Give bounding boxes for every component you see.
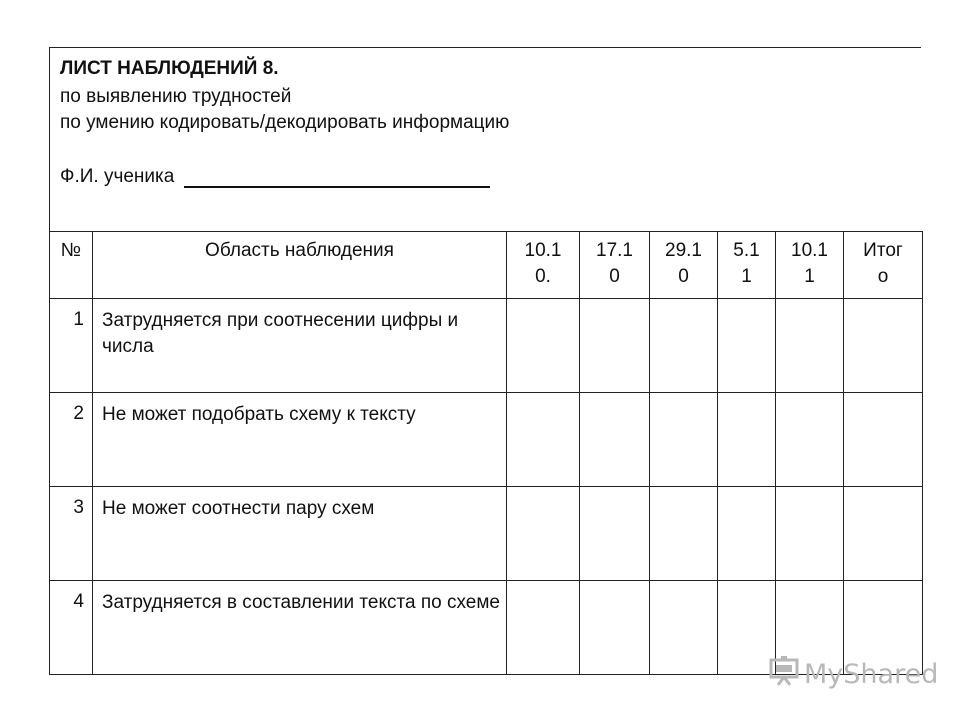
date-cell bbox=[776, 393, 844, 487]
total-cell bbox=[844, 393, 923, 487]
header-date: 10.1 1 bbox=[776, 232, 844, 299]
row-number: 4 bbox=[50, 581, 93, 675]
header-date: 10.1 0. bbox=[507, 232, 580, 299]
table-header-row bbox=[50, 232, 923, 299]
date-cell bbox=[718, 487, 776, 581]
date-cell bbox=[776, 487, 844, 581]
date-cell bbox=[580, 487, 650, 581]
table-row bbox=[50, 393, 923, 487]
row-number: 2 bbox=[50, 393, 93, 487]
student-name-blank-line bbox=[184, 168, 490, 188]
student-name-row bbox=[60, 166, 490, 188]
row-observation-text: Не может соотнести пару схем bbox=[93, 487, 507, 581]
date-cell bbox=[718, 581, 776, 675]
header-observation-area: Область наблюдения bbox=[93, 232, 507, 299]
total-cell bbox=[844, 299, 923, 393]
date-cell bbox=[718, 299, 776, 393]
student-label: Ф.И. ученика bbox=[60, 166, 175, 187]
header-date: 17.1 0 bbox=[580, 232, 650, 299]
watermark-text: MyShared bbox=[804, 659, 939, 690]
date-cell bbox=[507, 393, 580, 487]
header-date: 5.1 1 bbox=[718, 232, 776, 299]
watermark bbox=[768, 656, 938, 693]
sheet-title: ЛИСТ НАБЛЮДЕНИЙ 8. bbox=[60, 58, 279, 79]
date-cell bbox=[507, 487, 580, 581]
header-number: № bbox=[50, 232, 93, 299]
row-number: 1 bbox=[50, 299, 93, 393]
header-date: 29.1 0 bbox=[650, 232, 718, 299]
date-cell bbox=[776, 299, 844, 393]
date-cell bbox=[650, 299, 718, 393]
date-cell bbox=[650, 581, 718, 675]
date-cell bbox=[580, 581, 650, 675]
row-number: 3 bbox=[50, 487, 93, 581]
table-row bbox=[50, 299, 923, 393]
observation-sheet bbox=[49, 47, 921, 673]
row-observation-text: Затрудняется при соотнесении цифры и числа bbox=[93, 299, 507, 393]
date-cell bbox=[507, 581, 580, 675]
date-cell bbox=[650, 487, 718, 581]
date-cell bbox=[650, 393, 718, 487]
row-observation-text: Не может подобрать схему к тексту bbox=[93, 393, 507, 487]
total-cell bbox=[844, 487, 923, 581]
presentation-icon bbox=[768, 656, 804, 693]
table-row bbox=[50, 487, 923, 581]
sheet-subtitle-line2: по умению кодировать/декодировать информацию bbox=[60, 112, 510, 133]
header-total: Итог о bbox=[844, 232, 923, 299]
date-cell bbox=[507, 299, 580, 393]
date-cell bbox=[580, 393, 650, 487]
sheet-subtitle-line1: по выявлению трудностей bbox=[60, 86, 292, 107]
row-observation-text: Затрудняется в составлении текста по схеме bbox=[93, 581, 507, 675]
observation-table bbox=[49, 231, 923, 675]
date-cell bbox=[580, 299, 650, 393]
sheet-header bbox=[50, 48, 920, 231]
date-cell bbox=[718, 393, 776, 487]
